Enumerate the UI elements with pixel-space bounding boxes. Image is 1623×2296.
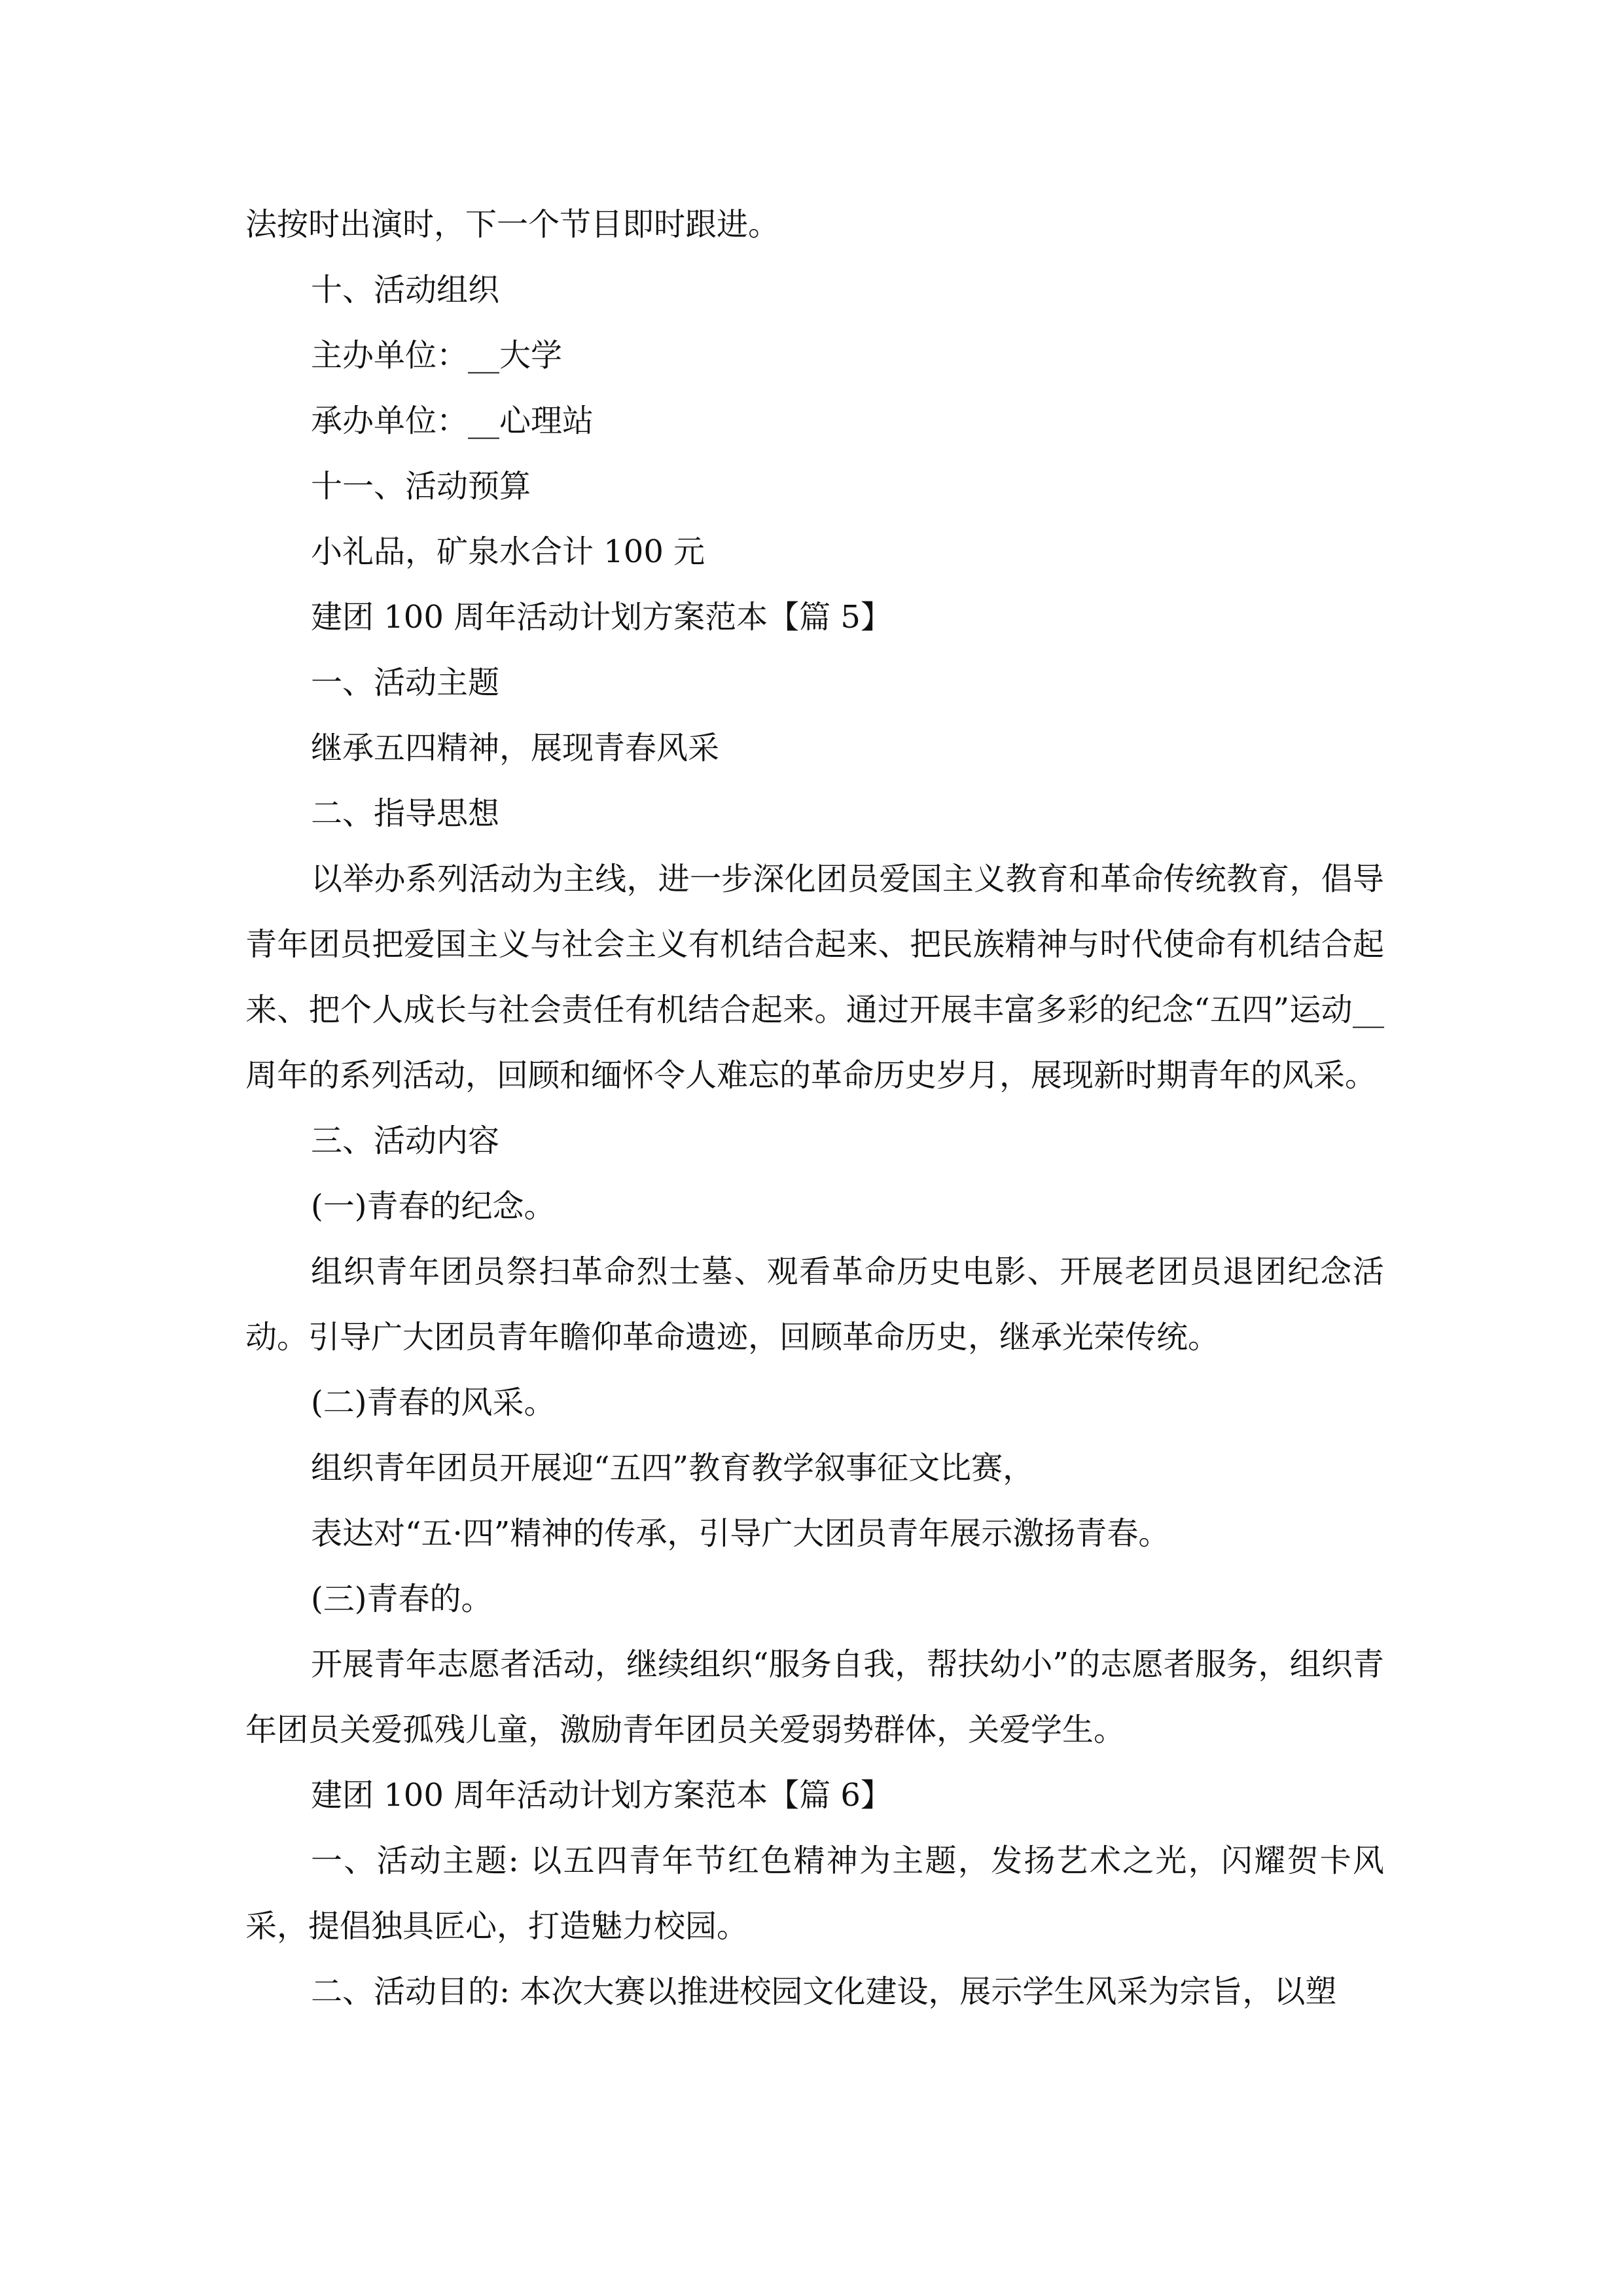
subheading-youth: (三)青春的。 [311,1581,493,1617]
article-heading-6: 建团 100 周年活动计划方案范本【篇 6】 [311,1777,892,1814]
paragraph-continuation: 法按时出演时，下一个节目即时跟进。 [245,206,780,243]
paragraph-theme: 继承五四精神，展现青春风采 [311,730,720,766]
subheading-style: (二)青春的风采。 [311,1384,556,1421]
section-heading-budget: 十一、活动预算 [311,468,531,505]
paragraph-theme-6: 一、活动主题: 以五四青年节红色精神为主题，发扬艺术之光，闪耀贺卡风采，提倡独具匠心，打造魅力校园。 [245,1842,1384,1945]
paragraph-memorial: 组织青年团员祭扫革命烈士墓、观看革命历史电影、开展老团员退团纪念活动。引导广大团员青年瞻仰革命遗迹，回顾革命历史，继承光荣传统。 [245,1253,1384,1355]
paragraph-style-1: 组织青年团员开展迎“五四”教育教学叙事征文比赛， [311,1450,1035,1486]
paragraph-guidance: 以举办系列活动为主线，进一步深化团员爱国主义教育和革命传统教育，倡导青年团员把爱国主义与社会主义有机结合起来、把民族精神与时代使命有机结合起来、把个人成长与社会责任有机结合起来。通过开展丰富多彩的纪念“五四”运动__周年的系列活动，回顾和缅怀令人难忘的革命历史岁月，展现新时期青年的风采。 [245,861,1384,1094]
article-heading-5: 建团 100 周年活动计划方案范本【篇 5】 [311,599,892,636]
paragraph-style-2: 表达对“五·四”精神的传承，引导广大团员青年展示激扬青春。 [311,1515,1170,1552]
paragraph-volunteer: 开展青年志愿者活动，继续组织“服务自我，帮扶幼小”的志愿者服务，组织青年团员关爱孤残儿童，激励青年团员关爱弱势群体，关爱学生。 [245,1646,1384,1748]
section-heading-organization: 十、活动组织 [311,272,500,308]
paragraph-budget: 小礼品，矿泉水合计 100 元 [311,533,705,570]
section-heading-guidance: 二、指导思想 [311,795,500,832]
section-heading-content: 三、活动内容 [311,1122,500,1159]
paragraph-purpose-6: 二、活动目的: 本次大赛以推进校园文化建设，展示学生风采为宗旨，以塑 [311,1973,1337,2010]
paragraph-host: 主办单位：__大学 [311,337,563,374]
subheading-memorial: (一)青春的纪念。 [311,1188,556,1225]
section-heading-theme: 一、活动主题 [311,664,500,701]
document-body [245,192,1384,2024]
paragraph-organizer: 承办单位：__心理站 [311,403,594,439]
